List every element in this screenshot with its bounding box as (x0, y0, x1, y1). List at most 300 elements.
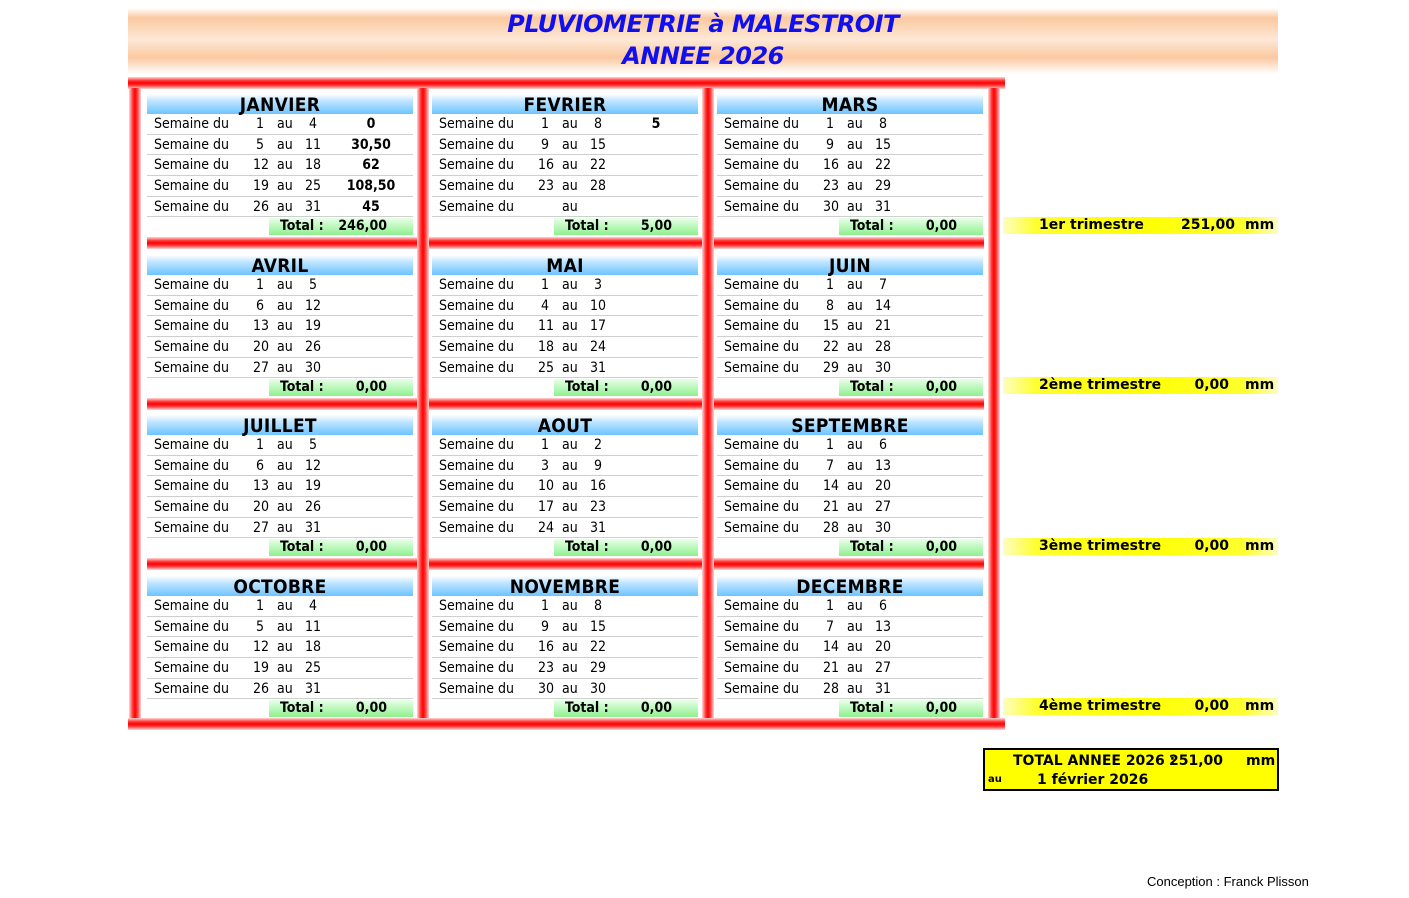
week-start-day: 9 (540, 136, 549, 153)
week-end-day: 6 (878, 598, 887, 614)
week-row (432, 637, 698, 658)
week-row (717, 497, 983, 518)
week-rainfall-input[interactable]: 30,50 (351, 136, 391, 153)
week-start-day: 15 (823, 318, 840, 335)
week-row (717, 617, 983, 638)
week-label: Semaine du (439, 478, 514, 495)
week-row (432, 435, 698, 456)
week-label: Semaine du (154, 660, 229, 677)
week-label: Semaine du (154, 639, 229, 656)
footer-credit: Conception : Franck Plisson (1147, 874, 1309, 889)
week-start-day: 1 (825, 598, 834, 614)
month-block (147, 576, 413, 717)
week-label: Semaine du (724, 198, 799, 215)
week-row (147, 476, 413, 497)
week-start-day: 21 (823, 660, 840, 677)
week-label: Semaine du (724, 157, 799, 174)
week-row (432, 135, 698, 156)
quarter-unit: mm (1245, 538, 1275, 554)
week-end-day: 19 (304, 318, 322, 335)
week-label: Semaine du (154, 178, 229, 195)
week-au-label: au (847, 318, 863, 335)
week-au-label: au (562, 499, 578, 516)
week-row (147, 518, 413, 539)
month-total-row (717, 217, 983, 235)
week-row (147, 596, 413, 617)
week-label: Semaine du (439, 116, 514, 132)
month-block (432, 255, 698, 396)
week-row (147, 337, 413, 358)
week-row (717, 679, 983, 700)
month-total-label: Total : (850, 379, 894, 396)
week-start-day: 7 (825, 618, 834, 635)
week-au-label: au (277, 519, 293, 536)
week-start-day: 1 (255, 116, 264, 132)
week-row (147, 114, 413, 135)
red-horizontal-bar (147, 558, 984, 570)
week-start-day: 1 (825, 116, 834, 132)
month-total-label: Total : (280, 700, 324, 717)
week-label: Semaine du (439, 318, 514, 335)
week-au-label: au (847, 116, 863, 132)
week-row (717, 337, 983, 358)
week-label: Semaine du (724, 116, 799, 132)
week-start-day: 22 (823, 339, 840, 356)
week-start-day: 27 (253, 519, 270, 536)
week-start-day: 24 (538, 519, 555, 536)
week-rainfall-input[interactable]: 45 (362, 198, 380, 215)
week-row (147, 135, 413, 156)
month-total-box (269, 218, 413, 235)
week-label: Semaine du (439, 618, 514, 635)
week-row (432, 658, 698, 679)
week-au-label: au (277, 198, 293, 215)
week-label: Semaine du (439, 457, 514, 474)
week-label: Semaine du (724, 136, 799, 153)
month-total-value: 0,00 (355, 539, 387, 556)
week-au-label: au (562, 359, 578, 376)
week-au-label: au (277, 457, 293, 474)
week-au-label: au (847, 618, 863, 635)
week-end-day: 31 (874, 680, 892, 697)
month-total-row (432, 217, 698, 235)
week-label: Semaine du (154, 157, 229, 174)
month-total-row (717, 699, 983, 717)
week-au-label: au (277, 136, 293, 153)
month-total-box (269, 700, 413, 717)
week-end-day: 25 (304, 178, 322, 195)
week-start-day: 16 (538, 157, 555, 174)
page-title: PLUVIOMETRIE à MALESTROIT (507, 10, 899, 38)
week-label: Semaine du (724, 598, 799, 614)
week-row (432, 617, 698, 638)
week-end-day: 20 (874, 639, 892, 656)
week-end-day: 31 (589, 359, 607, 376)
year-total-value: 251,00 (1168, 753, 1223, 769)
week-row (432, 176, 698, 197)
week-row (432, 316, 698, 337)
week-start-day: 14 (823, 478, 840, 495)
week-start-day: 20 (253, 339, 270, 356)
quarter-label: 2ème trimestre (1039, 377, 1162, 393)
red-vertical-bar (129, 88, 141, 718)
week-row (432, 456, 698, 477)
month-total-box (839, 700, 983, 717)
week-rainfall-input[interactable]: 0 (366, 116, 376, 132)
week-row (717, 518, 983, 539)
week-start-day: 23 (538, 660, 555, 677)
week-end-day: 25 (304, 660, 322, 677)
week-label: Semaine du (154, 478, 229, 495)
week-end-day: 18 (304, 157, 322, 174)
month-total-box (554, 539, 698, 556)
week-end-day: 13 (874, 457, 892, 474)
week-row (147, 197, 413, 218)
month-total-label: Total : (850, 218, 894, 235)
week-end-day: 13 (874, 618, 892, 635)
week-row (432, 155, 698, 176)
week-end-day: 26 (304, 339, 322, 356)
week-au-label: au (562, 198, 578, 215)
week-row (432, 518, 698, 539)
week-end-day: 7 (878, 277, 887, 293)
red-horizontal-bar (128, 718, 1005, 730)
week-end-day: 19 (304, 478, 322, 495)
month-name: JANVIER (147, 94, 413, 114)
week-row (147, 358, 413, 379)
month-total-label: Total : (850, 700, 894, 717)
week-label: Semaine du (154, 598, 229, 614)
week-label: Semaine du (154, 277, 229, 293)
month-block (432, 576, 698, 717)
week-end-day: 5 (308, 277, 317, 293)
month-total-box (839, 379, 983, 396)
week-row (432, 476, 698, 497)
week-end-day: 28 (589, 178, 607, 195)
week-row (432, 337, 698, 358)
month-total-row (147, 538, 413, 556)
week-start-day: 13 (253, 478, 270, 495)
month-total-value: 0,00 (640, 700, 672, 717)
week-label: Semaine du (439, 639, 514, 656)
month-total-label: Total : (280, 379, 324, 396)
month-name: DECEMBRE (717, 576, 983, 596)
week-start-day: 6 (255, 457, 264, 474)
week-end-day: 16 (589, 478, 607, 495)
week-au-label: au (562, 680, 578, 697)
week-end-day: 31 (304, 198, 322, 215)
month-total-value: 0,00 (640, 379, 672, 396)
week-end-day: 2 (593, 437, 602, 453)
week-end-day: 17 (589, 318, 607, 335)
red-horizontal-bar (147, 237, 984, 249)
week-start-day: 18 (538, 339, 555, 356)
week-end-day: 11 (304, 618, 322, 635)
week-row (432, 596, 698, 617)
week-au-label: au (277, 277, 293, 293)
month-total-value: 0,00 (925, 700, 957, 717)
month-total-value: 0,00 (925, 379, 957, 396)
week-au-label: au (277, 598, 293, 614)
week-label: Semaine du (439, 277, 514, 293)
month-total-value: 0,00 (640, 539, 672, 556)
week-label: Semaine du (154, 618, 229, 635)
week-end-day: 8 (593, 598, 602, 614)
month-name: SEPTEMBRE (717, 415, 983, 435)
month-total-row (147, 378, 413, 396)
week-au-label: au (847, 478, 863, 495)
week-label: Semaine du (439, 598, 514, 614)
week-end-day: 21 (874, 318, 892, 335)
week-end-day: 31 (589, 519, 607, 536)
month-name: MAI (432, 255, 698, 275)
week-au-label: au (562, 478, 578, 495)
week-label: Semaine du (439, 660, 514, 677)
week-label: Semaine du (154, 457, 229, 474)
week-end-day: 29 (874, 178, 892, 195)
week-row (717, 316, 983, 337)
week-start-day: 1 (255, 598, 264, 614)
week-end-day: 27 (874, 660, 892, 677)
week-au-label: au (277, 660, 293, 677)
week-au-label: au (277, 318, 293, 335)
week-row (717, 358, 983, 379)
week-end-day: 22 (589, 157, 607, 174)
month-name: FEVRIER (432, 94, 698, 114)
week-label: Semaine du (724, 660, 799, 677)
week-row (147, 316, 413, 337)
week-start-day: 8 (825, 297, 834, 314)
week-au-label: au (847, 198, 863, 215)
month-total-label: Total : (280, 218, 324, 235)
week-start-day: 23 (823, 178, 840, 195)
month-total-box (839, 539, 983, 556)
month-total-value: 5,00 (640, 218, 672, 235)
week-au-label: au (847, 437, 863, 453)
week-au-label: au (847, 639, 863, 656)
month-total-row (432, 378, 698, 396)
quarter-total-row (1003, 377, 1278, 394)
month-total-label: Total : (565, 700, 609, 717)
week-start-day: 6 (255, 297, 264, 314)
week-label: Semaine du (154, 499, 229, 516)
month-total-row (717, 378, 983, 396)
week-row (717, 476, 983, 497)
week-row (147, 497, 413, 518)
week-label: Semaine du (439, 499, 514, 516)
year-total-date: 1 février 2026 (1037, 772, 1149, 788)
week-row (147, 679, 413, 700)
week-au-label: au (847, 519, 863, 536)
week-start-day: 5 (255, 136, 264, 153)
quarter-value: 0,00 (1194, 698, 1229, 714)
week-label: Semaine du (154, 318, 229, 335)
month-name: NOVEMBRE (432, 576, 698, 596)
month-block (717, 415, 983, 556)
week-au-label: au (847, 359, 863, 376)
red-vertical-bar (988, 88, 1000, 718)
week-rainfall-input[interactable]: 108,50 (346, 178, 396, 195)
week-row (717, 155, 983, 176)
week-end-day: 14 (874, 297, 892, 314)
month-block (432, 415, 698, 556)
week-end-day: 31 (304, 519, 322, 536)
week-end-day: 12 (304, 457, 322, 474)
week-label: Semaine du (154, 359, 229, 376)
week-au-label: au (847, 277, 863, 293)
week-row (717, 135, 983, 156)
week-start-day: 1 (540, 277, 549, 293)
week-au-label: au (562, 157, 578, 174)
week-au-label: au (562, 519, 578, 536)
week-end-day: 10 (589, 297, 607, 314)
quarter-unit: mm (1245, 377, 1275, 393)
week-end-day: 8 (593, 116, 602, 132)
week-row (147, 176, 413, 197)
week-label: Semaine du (154, 437, 229, 453)
quarter-unit: mm (1245, 217, 1275, 233)
week-au-label: au (562, 618, 578, 635)
month-total-value: 0,00 (925, 539, 957, 556)
week-start-day: 7 (825, 457, 834, 474)
week-end-day: 30 (874, 359, 892, 376)
week-row (432, 358, 698, 379)
week-row (147, 658, 413, 679)
week-au-label: au (847, 136, 863, 153)
quarter-total-row (1003, 217, 1278, 234)
week-end-day: 29 (589, 660, 607, 677)
week-au-label: au (847, 178, 863, 195)
page-subtitle: ANNEE 2026 (622, 42, 784, 70)
month-name: OCTOBRE (147, 576, 413, 596)
week-end-day: 30 (304, 359, 322, 376)
year-total-unit: mm (1246, 753, 1276, 769)
week-end-day: 31 (874, 198, 892, 215)
week-label: Semaine du (724, 339, 799, 356)
week-label: Semaine du (724, 499, 799, 516)
week-label: Semaine du (724, 297, 799, 314)
week-start-day: 30 (538, 680, 555, 697)
week-start-day: 13 (253, 318, 270, 335)
week-end-day: 9 (593, 457, 602, 474)
month-block (147, 94, 413, 235)
month-total-box (554, 700, 698, 717)
month-total-row (432, 699, 698, 717)
week-row (147, 155, 413, 176)
week-start-day: 16 (538, 639, 555, 656)
week-au-label: au (562, 457, 578, 474)
week-start-day: 1 (540, 598, 549, 614)
week-au-label: au (847, 660, 863, 677)
quarter-value: 0,00 (1194, 538, 1229, 554)
week-row (432, 296, 698, 317)
week-row (147, 435, 413, 456)
week-end-day: 24 (589, 339, 607, 356)
month-total-box (269, 539, 413, 556)
week-au-label: au (277, 499, 293, 516)
week-label: Semaine du (724, 478, 799, 495)
month-total-row (147, 217, 413, 235)
week-end-day: 28 (874, 339, 892, 356)
week-start-day: 28 (823, 680, 840, 697)
week-rainfall-input[interactable]: 62 (362, 157, 380, 174)
week-rainfall-input[interactable]: 5 (651, 116, 661, 132)
week-au-label: au (277, 178, 293, 195)
month-total-box (554, 218, 698, 235)
week-start-day: 5 (255, 618, 264, 635)
week-au-label: au (562, 136, 578, 153)
week-row (147, 617, 413, 638)
quarter-total-row (1003, 698, 1278, 715)
week-row (717, 658, 983, 679)
week-label: Semaine du (439, 680, 514, 697)
week-start-day: 1 (540, 116, 549, 132)
week-au-label: au (562, 277, 578, 293)
month-total-value: 0,00 (355, 379, 387, 396)
month-name: MARS (717, 94, 983, 114)
week-end-day: 22 (589, 639, 607, 656)
week-au-label: au (277, 157, 293, 174)
week-au-label: au (847, 297, 863, 314)
month-block (717, 94, 983, 235)
week-au-label: au (562, 639, 578, 656)
red-horizontal-bar (128, 77, 1005, 89)
week-au-label: au (562, 318, 578, 335)
month-block (717, 255, 983, 396)
week-label: Semaine du (439, 136, 514, 153)
year-total-row (985, 752, 1277, 770)
week-au-label: au (847, 339, 863, 356)
month-total-value: 0,00 (355, 700, 387, 717)
week-label: Semaine du (724, 680, 799, 697)
week-end-day: 8 (878, 116, 887, 132)
week-au-label: au (277, 297, 293, 314)
year-total-date-row (985, 771, 1277, 789)
week-start-day: 10 (538, 478, 555, 495)
year-total-box (983, 748, 1279, 791)
week-end-day: 4 (308, 598, 317, 614)
week-end-day: 3 (593, 277, 602, 293)
month-total-row (717, 538, 983, 556)
week-start-day: 14 (823, 639, 840, 656)
week-row (717, 197, 983, 218)
week-row (432, 275, 698, 296)
week-start-day: 20 (253, 499, 270, 516)
week-label: Semaine du (154, 136, 229, 153)
week-end-day: 22 (874, 157, 892, 174)
week-start-day: 23 (538, 178, 555, 195)
week-au-label: au (847, 680, 863, 697)
week-end-day: 18 (304, 639, 322, 656)
month-name: JUILLET (147, 415, 413, 435)
quarter-total-row (1003, 538, 1278, 555)
week-row (717, 596, 983, 617)
week-row (147, 456, 413, 477)
week-row (717, 275, 983, 296)
month-total-box (269, 379, 413, 396)
week-end-day: 23 (589, 499, 607, 516)
week-label: Semaine du (439, 198, 514, 215)
week-row (717, 435, 983, 456)
year-total-au: au (988, 774, 1002, 785)
week-row (147, 637, 413, 658)
week-end-day: 20 (874, 478, 892, 495)
week-label: Semaine du (439, 339, 514, 356)
week-start-day: 9 (540, 618, 549, 635)
month-total-value: 246,00 (338, 218, 387, 235)
week-row (717, 456, 983, 477)
quarter-label: 4ème trimestre (1039, 698, 1162, 714)
